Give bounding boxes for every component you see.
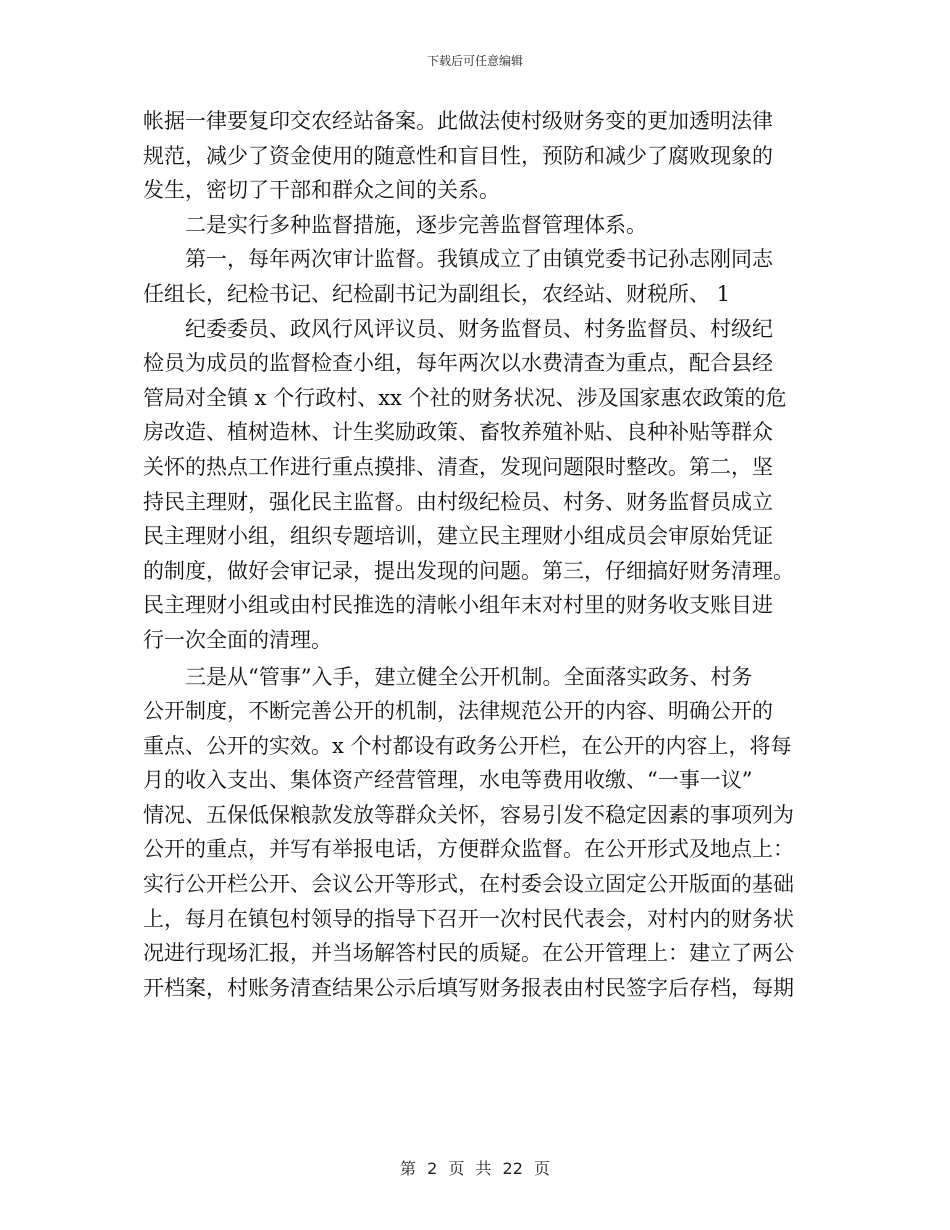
body-line: 公开的重点，并写有举报电话，方便群众监督。在公开形式及地点上： xyxy=(143,837,794,862)
body-line: 情况、五保低保粮款发放等群众关怀，容易引发不稳定因素的事项列为 xyxy=(143,802,794,827)
body-line: 持民主理财，强化民主监督。由村级纪检员、村务、财务监督员成立 xyxy=(143,489,773,514)
body-line: 管局对全镇 x 个行政村、xx 个社的财务状况、涉及国家惠农政策的危 xyxy=(143,385,787,410)
paragraph-heading-line: 三是从“管事”入手，建立健全公开机制。全面落实政务、村务 xyxy=(185,664,753,689)
body-line: 上，每月在镇包村领导的指导下召开一次村民代表会，对村内的财务状 xyxy=(143,906,794,931)
body-line: 况进行现场汇报，并当场解答村民的质疑。在公开管理上：建立了两公 xyxy=(143,941,794,966)
body-line: 规范，减少了资金使用的随意性和盲目性，预防和减少了腐败现象的 xyxy=(143,143,773,168)
body-line: 帐据一律要复印交农经站备案。此做法使村级财务变的更加透明法律 xyxy=(143,109,773,133)
page-header-note: 下载后可任意编辑 xyxy=(426,54,523,68)
body-line: 的制度，做好会审记录，提出发现的问题。第三，仔细搞好财务清理。 xyxy=(143,558,794,583)
paragraph-heading-line: 二是实行多种监督措施，逐步完善监督管理体系。 xyxy=(185,212,647,237)
body-line: 纪委委员、政风行风评议员、财务监督员、村务监督员、村级纪 xyxy=(185,316,773,341)
body-line: 月的收入支出、集体资产经营管理，水电等费用收缴、“一事一议” xyxy=(143,768,753,793)
body-line: 民主理财小组，组织专题培训，建立民主理财小组成员会审原始凭证 xyxy=(143,524,773,549)
body-line: 公开制度，不断完善公开的机制，法律规范公开的内容、明确公开的 xyxy=(143,699,773,724)
body-line: 行一次全面的清理。 xyxy=(143,627,332,652)
body-line: 民主理财小组或由村民推选的清帐小组年末对村里的财务收支账目进 xyxy=(143,593,773,618)
body-line: 发生，密切了干部和群众之间的关系。 xyxy=(143,178,500,203)
body-line: 重点、公开的实效。x 个村都设有政务公开栏，在公开的内容上，将每 xyxy=(143,733,792,758)
body-line: 检员为成员的监督检查小组，每年两次以水费清查为重点，配合县经 xyxy=(143,351,773,376)
body-line: 第一，每年两次审计监督。我镇成立了由镇党委书记孙志刚同志 xyxy=(185,247,773,272)
body-line: 房改造、植树造林、计生奖励政策、畜牧养殖补贴、良种补贴等群众 xyxy=(143,420,773,445)
body-line: 实行公开栏公开、会议公开等形式，在村委会设立固定公开版面的基础 xyxy=(143,872,794,897)
page-number-footer: 第 2 页 共 22 页 xyxy=(400,1159,550,1178)
document-body xyxy=(143,104,807,1005)
body-line: 任组长，纪检书记、纪检副书记为副组长，农经站、财税所、 1 xyxy=(143,281,731,306)
body-line: 开档案，村账务清查结果公示后填写财务报表由村民签字后存档，每期 xyxy=(143,975,794,1000)
body-line: 关怀的热点工作进行重点摸排、清查，发现问题限时整改。第二，坚 xyxy=(143,454,773,479)
